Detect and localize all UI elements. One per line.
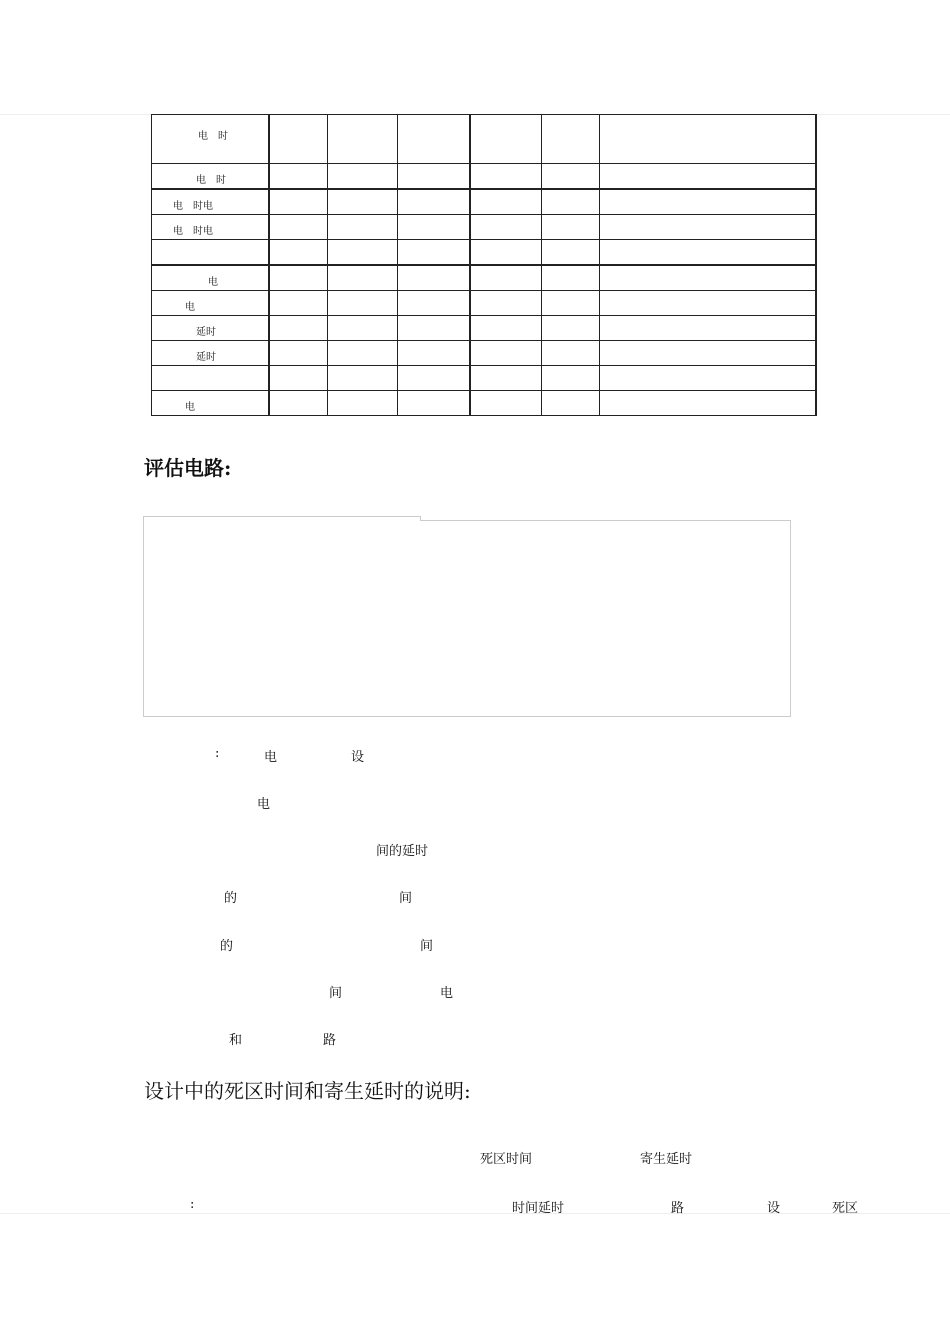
row-label: 电	[208, 277, 218, 288]
row-colon: :	[190, 1197, 195, 1212]
table-row	[152, 164, 816, 190]
note-text: 间	[399, 891, 413, 906]
note-text: 的	[220, 939, 234, 954]
table-row	[152, 316, 816, 341]
row-label: 电 时电	[173, 226, 213, 237]
row-label: 延时	[196, 327, 216, 338]
table-cell-label	[152, 115, 269, 164]
table-row	[152, 240, 816, 266]
circuit-diagram-tab	[143, 516, 421, 521]
spec-table	[151, 114, 817, 416]
row-label: 电	[185, 302, 195, 313]
section-heading-evaluate-circuit: 评估电路:	[144, 456, 232, 480]
note-text: 间的延时	[376, 844, 429, 859]
table-row	[152, 265, 816, 291]
row-label: 延时	[196, 352, 216, 363]
table-row	[152, 391, 816, 416]
note-text: 间	[420, 939, 434, 954]
section-heading-deadtime: 设计中的死区时间和寄生延时的说明:	[144, 1079, 471, 1103]
note-text: 设	[351, 750, 365, 765]
note-text: 的	[224, 891, 238, 906]
note-text: 电	[264, 750, 278, 765]
circuit-diagram-placeholder	[143, 520, 791, 717]
row-label: 电 时电	[173, 201, 213, 212]
column-header-deadtime: 死区时间	[480, 1152, 533, 1167]
row-label: 电 时	[196, 175, 226, 186]
table-row	[152, 215, 816, 240]
row-label: 电 时	[198, 131, 228, 142]
table-row	[152, 189, 816, 215]
page-break-bottom	[0, 1213, 950, 1214]
row-cell: 设	[767, 1201, 781, 1216]
row-cell: 路	[671, 1201, 685, 1216]
row-cell: 死区	[832, 1201, 859, 1216]
note-text: 电	[257, 797, 271, 812]
row-cell: 时间延时	[512, 1201, 565, 1216]
note-text: 间	[329, 986, 343, 1001]
column-header-parasitic-delay: 寄生延时	[640, 1152, 693, 1167]
row-label: 电	[185, 402, 195, 413]
note-text: 路	[323, 1033, 337, 1048]
note-text: 电	[440, 986, 454, 1001]
note-text: :	[215, 746, 220, 761]
table-row	[152, 115, 816, 164]
table-row	[152, 341, 816, 366]
table-row	[152, 366, 816, 391]
note-text: 和	[229, 1033, 243, 1048]
table-row	[152, 291, 816, 316]
